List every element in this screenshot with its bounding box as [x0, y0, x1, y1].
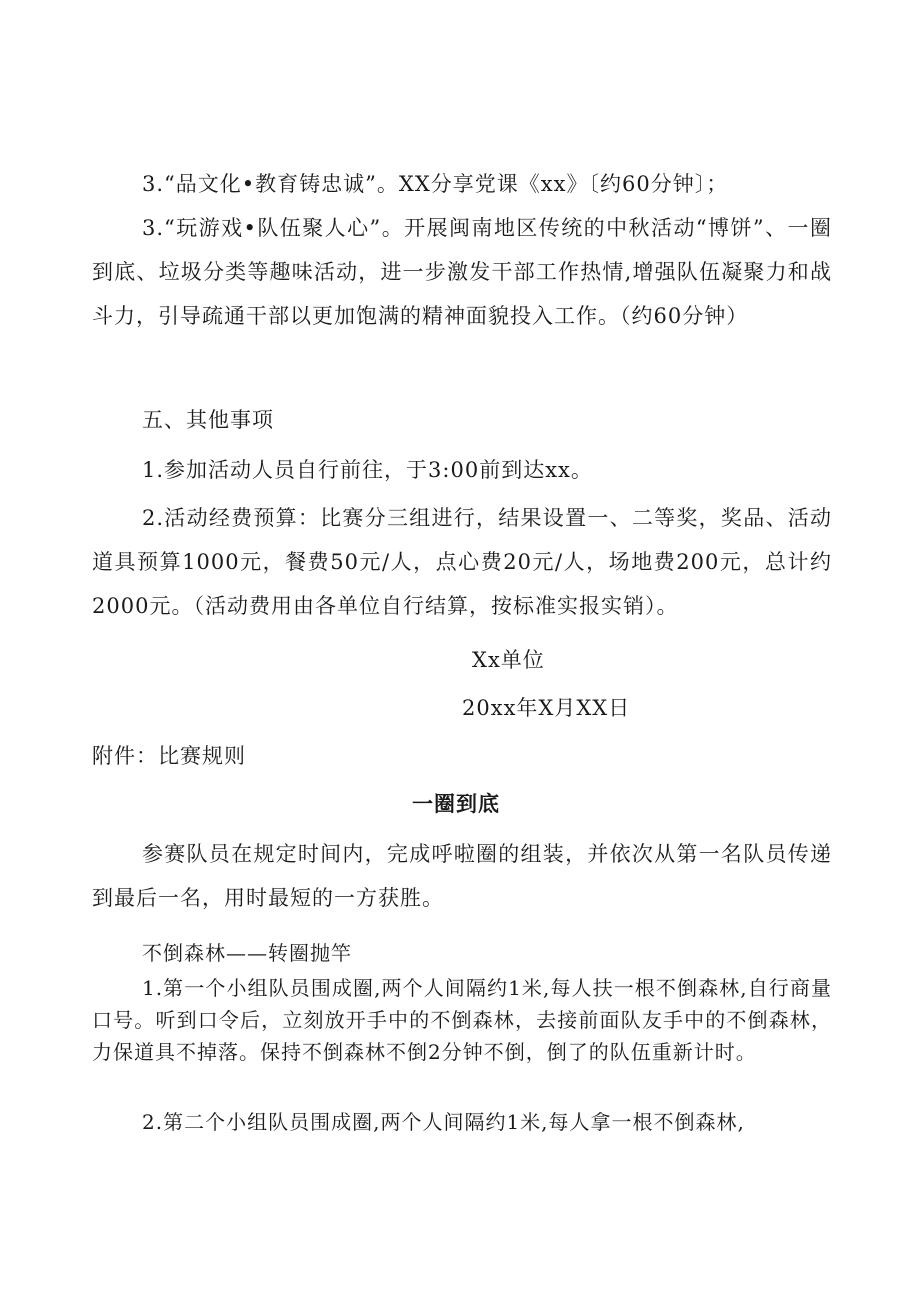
signature-date: 20xx年X月XX日	[462, 696, 631, 720]
game-2-item-2: 2.第二个小组队员围成圈,两个人间隔约1米,每人拿一根不倒森林,	[142, 1110, 745, 1134]
section-5-title: 五、其他事项	[142, 408, 274, 432]
signature-unit: Xx单位	[472, 648, 545, 672]
game-2-item-1: 1.第一个小组队员围成圈,两个人间隔约1米,每人扶一根不倒森林,自行商量口号。听到口令后，立刻放开手中的不倒森林，去接前面队友手中的不倒森林，力保道具不掉落。保持不倒森林不倒2分钟不倒，倒了的队伍重新计时。	[92, 976, 832, 1064]
item-5-1: 1.参加活动人员自行前往，于3:00前到达xx。	[142, 458, 593, 482]
item-5-2: 2.活动经费预算：比赛分三组进行，结果设置一、二等奖，奖品、活动道具预算1000元，餐费50元/人，点心费20元/人，场地费200元，总计约2000元。（活动费用由各单位自行结算，按标准实报实销）。	[92, 506, 832, 618]
game-2-title: 不倒森林——转圈抛竿	[142, 941, 352, 965]
item-3-party-lecture: 3.“品文化•教育铸忠诚”。XX分享党课《xx》〔约60分钟〕；	[142, 172, 729, 196]
rules-intro: 参赛队员在规定时间内，完成呼啦圈的组装，并依次从第一名队员传递到最后一名，用时最短的一方获胜。	[92, 842, 832, 910]
attachment-label: 附件：比赛规则	[92, 744, 246, 768]
item-3-games: 3.“玩游戏•队伍聚人心”。开展闽南地区传统的中秋活动“博饼”、一圈到底、垃圾分类等趣味活动，进一步激发干部工作热情,增强队伍凝聚力和战斗力，引导疏通干部以更加饱满的精神面貌投入工作。（约60分钟）	[92, 216, 832, 328]
rules-title: 一圈到底	[412, 792, 500, 816]
